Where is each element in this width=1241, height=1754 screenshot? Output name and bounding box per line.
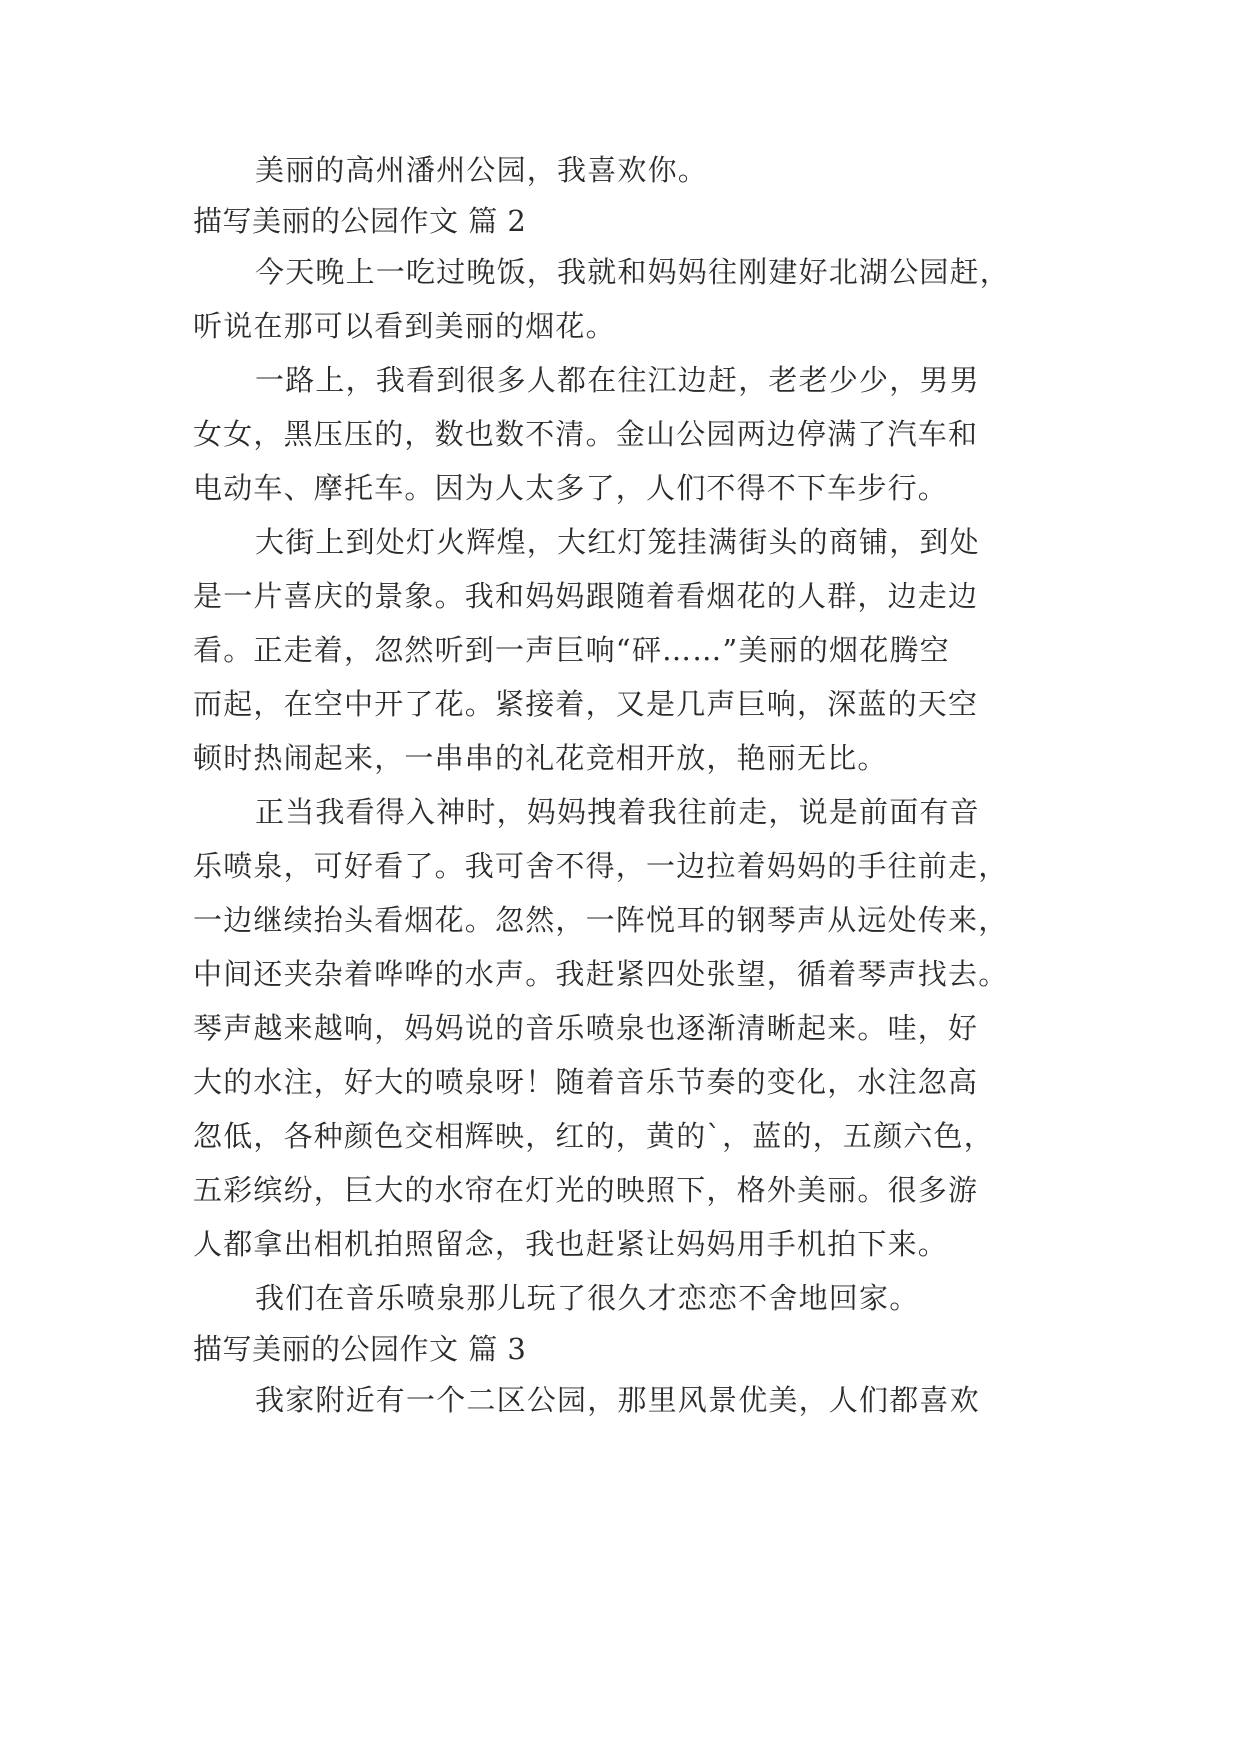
paragraph-line: 忽低，各种颜色交相辉映，红的，黄的`，蓝的，五颜六色， [193,1119,994,1153]
paragraph-line: 中间还夹杂着哗哗的水声。我赶紧四处张望，循着琴声找去。 [193,957,1009,991]
paragraph-line: 大的水注，好大的喷泉呀！随着音乐节奏的变化，水注忽高 [193,1065,979,1099]
paragraph-line: 正当我看得入神时，妈妈拽着我往前走，说是前面有音 [255,795,980,829]
paragraph-line: 听说在那可以看到美丽的烟花。 [193,309,616,343]
section-heading: 描写美丽的公园作文 篇 2 [193,204,527,238]
paragraph-line: 今天晚上一吃过晚饭，我就和妈妈往刚建好北湖公园赶， [255,255,1011,289]
paragraph-line: 人都拿出相机拍照留念，我也赶紧让妈妈用手机拍下来。 [193,1227,949,1261]
paragraph-line: 是一片喜庆的景象。我和妈妈跟随着看烟花的人群，边走边 [193,579,979,613]
paragraph-line: 美丽的高州潘州公园，我喜欢你。 [255,153,709,187]
paragraph-line: 五彩缤纷，巨大的水帘在灯光的映照下，格外美丽。很多游 [193,1173,979,1207]
section-heading: 描写美丽的公园作文 篇 3 [193,1332,527,1366]
paragraph-line: 我家附近有一个二区公园，那里风景优美，人们都喜欢 [255,1383,980,1417]
paragraph-line: 而起，在空中开了花。紧接着，又是几声巨响，深蓝的天空 [193,687,979,721]
paragraph-line: 一路上，我看到很多人都在往江边赶，老老少少，男男 [255,363,980,397]
paragraph-line: 乐喷泉，可好看了。我可舍不得，一边拉着妈妈的手往前走， [193,849,1009,883]
paragraph-line: 女女，黑压压的，数也数不清。金山公园两边停满了汽车和 [193,417,979,451]
paragraph-line: 我们在音乐喷泉那儿玩了很久才恋恋不舍地回家。 [255,1281,920,1315]
paragraph-line: 一边继续抬头看烟花。忽然，一阵悦耳的钢琴声从远处传来， [193,903,1009,937]
paragraph-line: 大街上到处灯火辉煌，大红灯笼挂满街头的商铺，到处 [255,525,980,559]
paragraph-line: 顿时热闹起来，一串串的礼花竞相开放，艳丽无比。 [193,741,888,775]
paragraph-line: 琴声越来越响，妈妈说的音乐喷泉也逐渐清晰起来。哇，好 [193,1011,979,1045]
paragraph-line: 看。正走着，忽然听到一声巨响“砰……”美丽的烟花腾空 [193,633,950,667]
paragraph-line: 电动车、摩托车。因为人太多了，人们不得不下车步行。 [193,471,949,505]
